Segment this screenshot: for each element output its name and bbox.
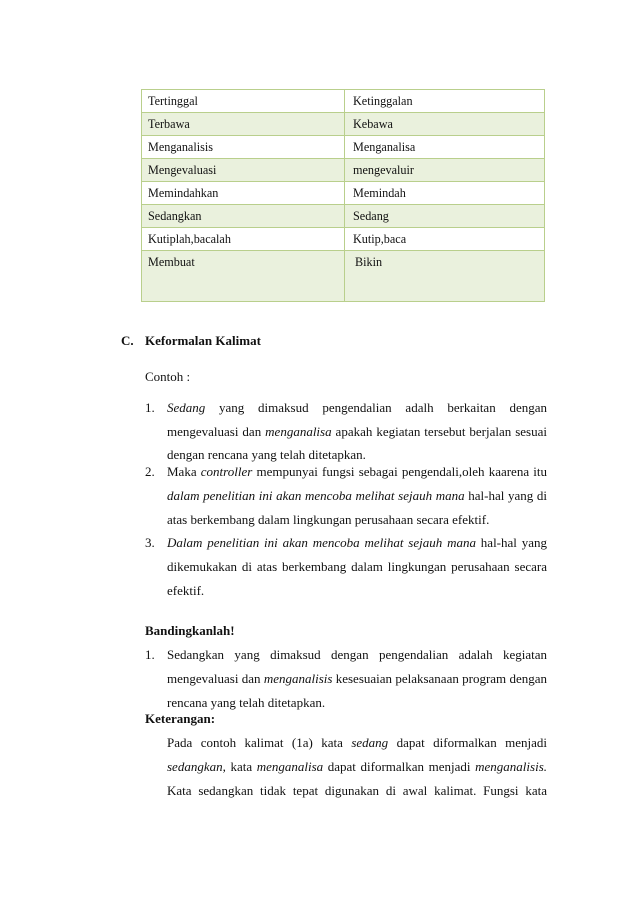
text: dapat diformalkan menjadi xyxy=(323,759,476,774)
list-number: 3. xyxy=(145,535,155,550)
italic-term: menganalisa xyxy=(265,424,332,439)
comparison-table xyxy=(141,89,545,302)
table-row xyxy=(142,228,545,251)
table-cell: Membuat xyxy=(142,251,345,302)
list-item-line xyxy=(167,671,547,687)
text: apakah kegiatan tersebut berjalan sesuai xyxy=(331,424,547,439)
text: Maka xyxy=(167,464,201,479)
list-item-line: Sedangkan yang dimaksud dengan pengendalian adalah kegiatan xyxy=(167,647,547,662)
section-letter: C. xyxy=(121,333,134,348)
italic-term: menganalisis xyxy=(263,671,333,686)
list-item-line xyxy=(167,424,547,440)
list-number: 1. xyxy=(145,647,155,662)
table-row xyxy=(142,90,545,113)
italic-term: menganalisis. xyxy=(475,759,548,774)
italic-term: menganalisa xyxy=(256,759,324,774)
table-cell: Sedangkan xyxy=(142,205,345,228)
table-row xyxy=(142,136,545,159)
example-label: Contoh : xyxy=(145,369,191,384)
table-cell: Memindahkan xyxy=(142,182,345,205)
table-cell: Menganalisa xyxy=(345,136,545,159)
note-title: Keterangan: xyxy=(145,711,216,726)
list-item-line: efektif. xyxy=(167,583,205,598)
table-cell: Ketinggalan xyxy=(345,90,545,113)
text: hal-hal yang di xyxy=(464,488,547,503)
list-item-line xyxy=(167,464,547,480)
table-row xyxy=(142,113,545,136)
table-row xyxy=(142,182,545,205)
table-row xyxy=(142,159,545,182)
list-item-line: dikemukakan di atas berkembang dalam lingkungan perusahaan secara xyxy=(167,559,547,574)
list-item-line: dengan rencana yang telah ditetapkan. xyxy=(167,447,366,462)
list-item-line xyxy=(167,535,547,551)
table-row xyxy=(142,205,545,228)
text: kata xyxy=(225,759,257,774)
note-line: Kata sedangkan tidak tepat digunakan di awal kalimat. Fungsi kata xyxy=(167,783,547,798)
list-number: 2. xyxy=(145,464,155,479)
table-cell: Memindah xyxy=(345,182,545,205)
table-cell: Bikin xyxy=(345,251,545,302)
italic-term: Dalam penelitian ini akan mencoba melihat sejauh mana xyxy=(167,535,476,550)
table-cell: mengevaluir xyxy=(345,159,545,182)
note-line xyxy=(167,759,547,775)
text: hal-hal yang xyxy=(475,535,547,550)
text: mengevaluasi dan xyxy=(167,671,264,686)
table-cell: Kutip,baca xyxy=(345,228,545,251)
section-title: Keformalan Kalimat xyxy=(145,333,261,348)
italic-term: controller xyxy=(200,464,253,479)
text: kesesuaian pelaksanaan program dengan xyxy=(332,671,547,686)
list-item-line: rencana yang telah ditetapkan. xyxy=(167,695,326,710)
note-line xyxy=(167,735,547,751)
text: yang dimaksud pengendalian adalh berkaitan dengan xyxy=(205,400,547,415)
italic-term: sedangkan, xyxy=(167,759,226,774)
table-cell: Sedang xyxy=(345,205,545,228)
list-item-line xyxy=(167,488,547,504)
italic-term: sedang xyxy=(351,735,389,750)
table-cell: Kutiplah,bacalah xyxy=(142,228,345,251)
text: mempunyai fungsi sebagai pengendali,oleh kaarena itu xyxy=(252,464,547,479)
italic-term: dalam penelitian ini akan mencoba melihat sejauh mana xyxy=(167,488,465,503)
table-cell: Terbawa xyxy=(142,113,345,136)
text: dapat diformalkan menjadi xyxy=(388,735,547,750)
italic-term: Sedang xyxy=(167,400,206,415)
list-item-line: atas berkembang dalam lingkungan perusahaan secara efektif. xyxy=(167,512,490,527)
list-item-line xyxy=(167,400,547,416)
table-row xyxy=(142,251,545,302)
table-cell: Tertinggal xyxy=(142,90,345,113)
table-cell: Kebawa xyxy=(345,113,545,136)
table-cell: Mengevaluasi xyxy=(142,159,345,182)
table-cell: Menganalisis xyxy=(142,136,345,159)
text: mengevaluasi dan xyxy=(167,424,266,439)
text: Pada contoh kalimat (1a) kata xyxy=(167,735,352,750)
compare-title: Bandingkanlah! xyxy=(145,623,235,638)
list-number: 1. xyxy=(145,400,155,415)
